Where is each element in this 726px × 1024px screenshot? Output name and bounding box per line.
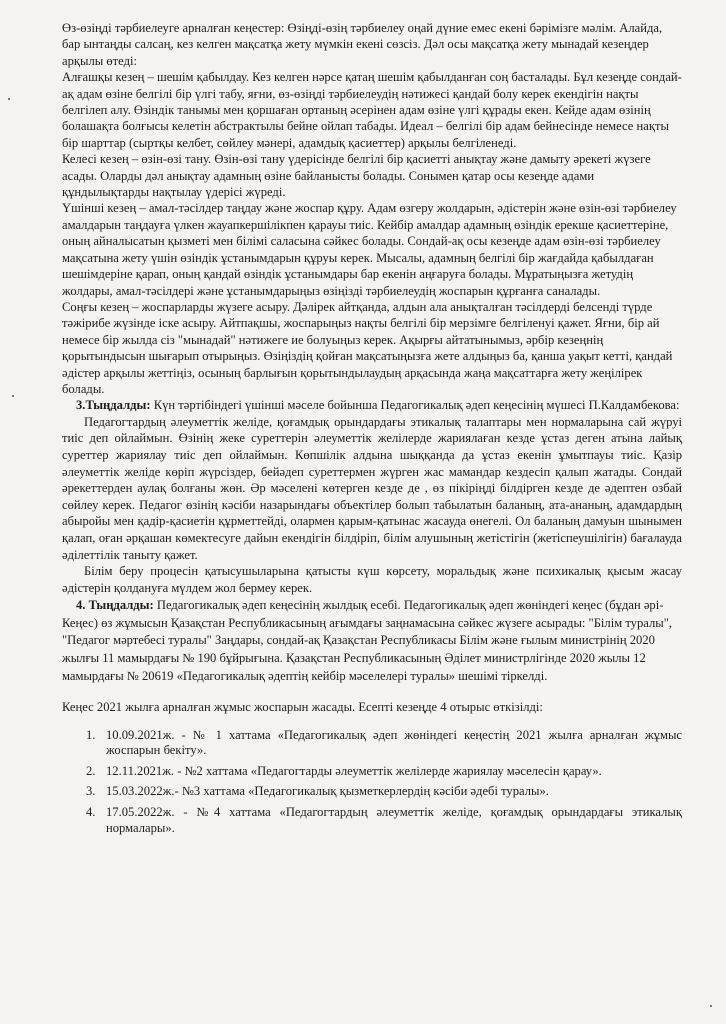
item-3-body-2: Білім беру процесін қатысушыларына қатысты күш көрсету, моральдық және психикалық қысым жасау әдістерін қолдануға мүлдем жол бермеу керек. [62,564,682,595]
item-3-body: Педагогтардың әлеуметтік желіде, қоғамдық орындардағы этикалық талаптары мен нормаларына сай жүруі тиіс деп ойлаймын. Өзінің жеке суреттерін әлеуметтік желілерде жариялаған кезде ұстаз деген атына лайық суреттер жариялау тиіс деп ойлаймын. Көпшілік алдына шыққанда да ұстаз екенін ұмытпауы тиіс. Қазір әлеуметтік желіде көріп жүрсіздер, бейәдеп суреттермен жүрген жас мамандар кездесіп қалып жатады. Сондай әрекеттерден аулақ болғаны жөн. Әр мәселені көтерген кезде де , өз пікіріңді білдірген кезде де әдептен озбай сөйлеу керек. Педагог өзінің кәсіби назарындағы объектілер болып табылатын баланың, ата-ананың, адамдардың абыройы мен қадір-қасиетін құрметтейді, олармен қарым-қатынас жасауда өнегелі. Ол баланың дамуын шынымен қалап, оған әрқашан көмектесуге дайын екендігін білдіріп, білім алушының жетістігін (жетіспеушілігін) бағалауда әділеттілік таныту қажет. [62,414,682,562]
list-item: 1. 10.09.2021ж. - № 1 хаттама «Педагогикалық әдеп жөніндегі кеңестің 2021 жылға арналған жұмыс жоспарын бекіту». [86,727,682,758]
item-3-label: 3.Тыңдалды: [76,398,151,413]
list-item: 3. 15.03.2022ж.- №3 хаттама «Педагогикалық қызметкерлердің кәсіби әдебі туралы». [86,784,549,799]
paragraph-stage-4: Соңғы кезең – жоспарларды жүзеге асыру. Дәлірек айтқанда, алдын ала анықталған тәсілдерді белсенді түрде тәжірибе жүзінде іске асыру. Айтпақшы, жоспарыңыз нақты белгілі бір мерзімге белгіленуі қажет. Яғни, бір ай немесе бір жылда сіз "мынадай" нәтижеге ие болуыңыз керек. Ақырғы айтатынымыз, әрбір кезеңнің қорытындысын шығарып отырыңыз. Өзіңіздің қойған мақсатыңызға жете алдыңыз ба, қанша уақыт кетті, қандай әдістер арқылы жеттіңіз, осының барлығын қорытындылаудың арқасында жаңа мақсаттарға жету жеңілірек болады. [62,299,673,396]
meetings-summary: Кеңес 2021 жылға арналған жұмыс жоспарын жасады. Есепті кезеңде 4 отырыс өткізілді: [62,700,543,715]
paragraph-stage-1: Алғашқы кезең – шешім қабылдау. Кез келген нәрсе қатаң шешім қабылданған соң басталады. Бұл кезеңде сондай-ақ адам өзіне белгілі бір үлгі табу, яғни, өз-өзіңді тәрбиелеудің нәтижесі қандай болу керек екендігін нақты белгілеп алу. Өзіндік танымы мен қоршаған ортаның әсерінен адам өзіне үлгі құрады екен. Кейде адам өзінің болашақта болғысы келетін абстрактылы бейне ойлап табады. Идеал – белгілі бір адам бейнесінде немесе нақты бір шарттар (сыртқы келбет, сөйлеу мәнері, адамдық қасиеттер) арқылы белгіленеді. [62,70,682,150]
paragraph-stage-2: Келесі кезең – өзін-өзі тану. Өзін-өзі тану үдерісінде белгілі бір қасиетті анықтау және дамыту әрекеті жүзеге асады. Оларды дәл анықтау адамның өзіне байланысты болады. Сонымен қатар осы кезеңде адами құндылықтарды нақтылау үдерісі жүреді. [62,152,651,200]
item-3-heading-text: Күн тәртібіндегі үшінші мәселе бойынша Педагогикалық әдеп кеңесінің мүшесі П.Калдамбекова: [150,398,680,413]
item-3-heading [62,397,682,413]
document-page [62,20,682,841]
list-item: 2. 12.11.2021ж. - №2 хаттама «Педагогтарды әлеуметтік желілерде жариялау мәселесін қарау». [86,763,602,778]
paragraph-tips-intro: Өз-өзіңді тәрбиелеуге арналған кеңестер: Өзіңді-өзің тәрбиелеу оңай дүние емес екені бәрімізге мәлім. Алайда, бар ынтаңды салсаң, кез келген мақсатқа жету мүмкін екені сөзсіз. Дәл осы мақсатқа жету мынадай кезеңдер арқылы өтеді: [62,21,663,68]
meetings-list [62,728,682,837]
item-4-label: 4. Тыңдалды: [76,598,154,613]
list-item: 4. 17.05.2022ж. - №4 хаттама «Педагогтардың әлеуметтік желіде, қоғамдық орындардағы этикалық нормалары». [86,805,682,835]
scan-speck [12,395,14,397]
scan-speck [8,98,10,100]
scan-speck [710,1005,712,1007]
item-4-heading [62,597,682,685]
item-4-heading-text: Педагогикалық әдеп кеңесінің жылдық есебі. Педагогикалық әдеп жөніндегі кеңес (бұдан әрі-Кеңес) өз жұмысын Қазақстан Республикасының ағымдағы заңнамасына сәйкес жүзеге асырады: "Білім туралы", "Педагог мәртебесі туралы" Заңдары, сондай-ақ Қазақстан Республикасы Білім және ғылым министрінің 2020 жылғы 11 мамырдағы № 190 бұйрығына. Қазақстан Республикасының Әділет министрлігінде 2020 жылы 12 мамырдағы № 20619 «Педагогикалық әдептің кейбір мәселелері туралы» шешімі тіркелді. [62,598,672,683]
paragraph-stage-3: Үшінші кезең – амал-тәсілдер таңдау және жоспар құру. Адам өзгеру жолдарын, әдістерін және өзін-өзі тәрбиелеу амалдарын таңдауға үлкен жауапкершілікпен қарауы тиіс. Кейбір амалдар адамның өзіндік ерекше қасиеттеріне, оның айналысатын қызметі мен білімі саласына сәйкес болады. Сондай-ақ осы кезеңде адам өзін-өзі тәрбиелеу мақсатына жету үшін өзіндік ұстанымдарын құруы керек. Мысалы, адамның белгілі бір жағдайда қабылдаған шешімдеріне қарап, оның қандай өзіндік ұстанымдары бар екенін аңғаруға болады. Мұратыңызға жетудің жолдары, амал-тәсілдері және ұстанымдарыңыз өзіңізді тәрбиелеудің жоспарын құрғанға саналады. [62,201,677,298]
